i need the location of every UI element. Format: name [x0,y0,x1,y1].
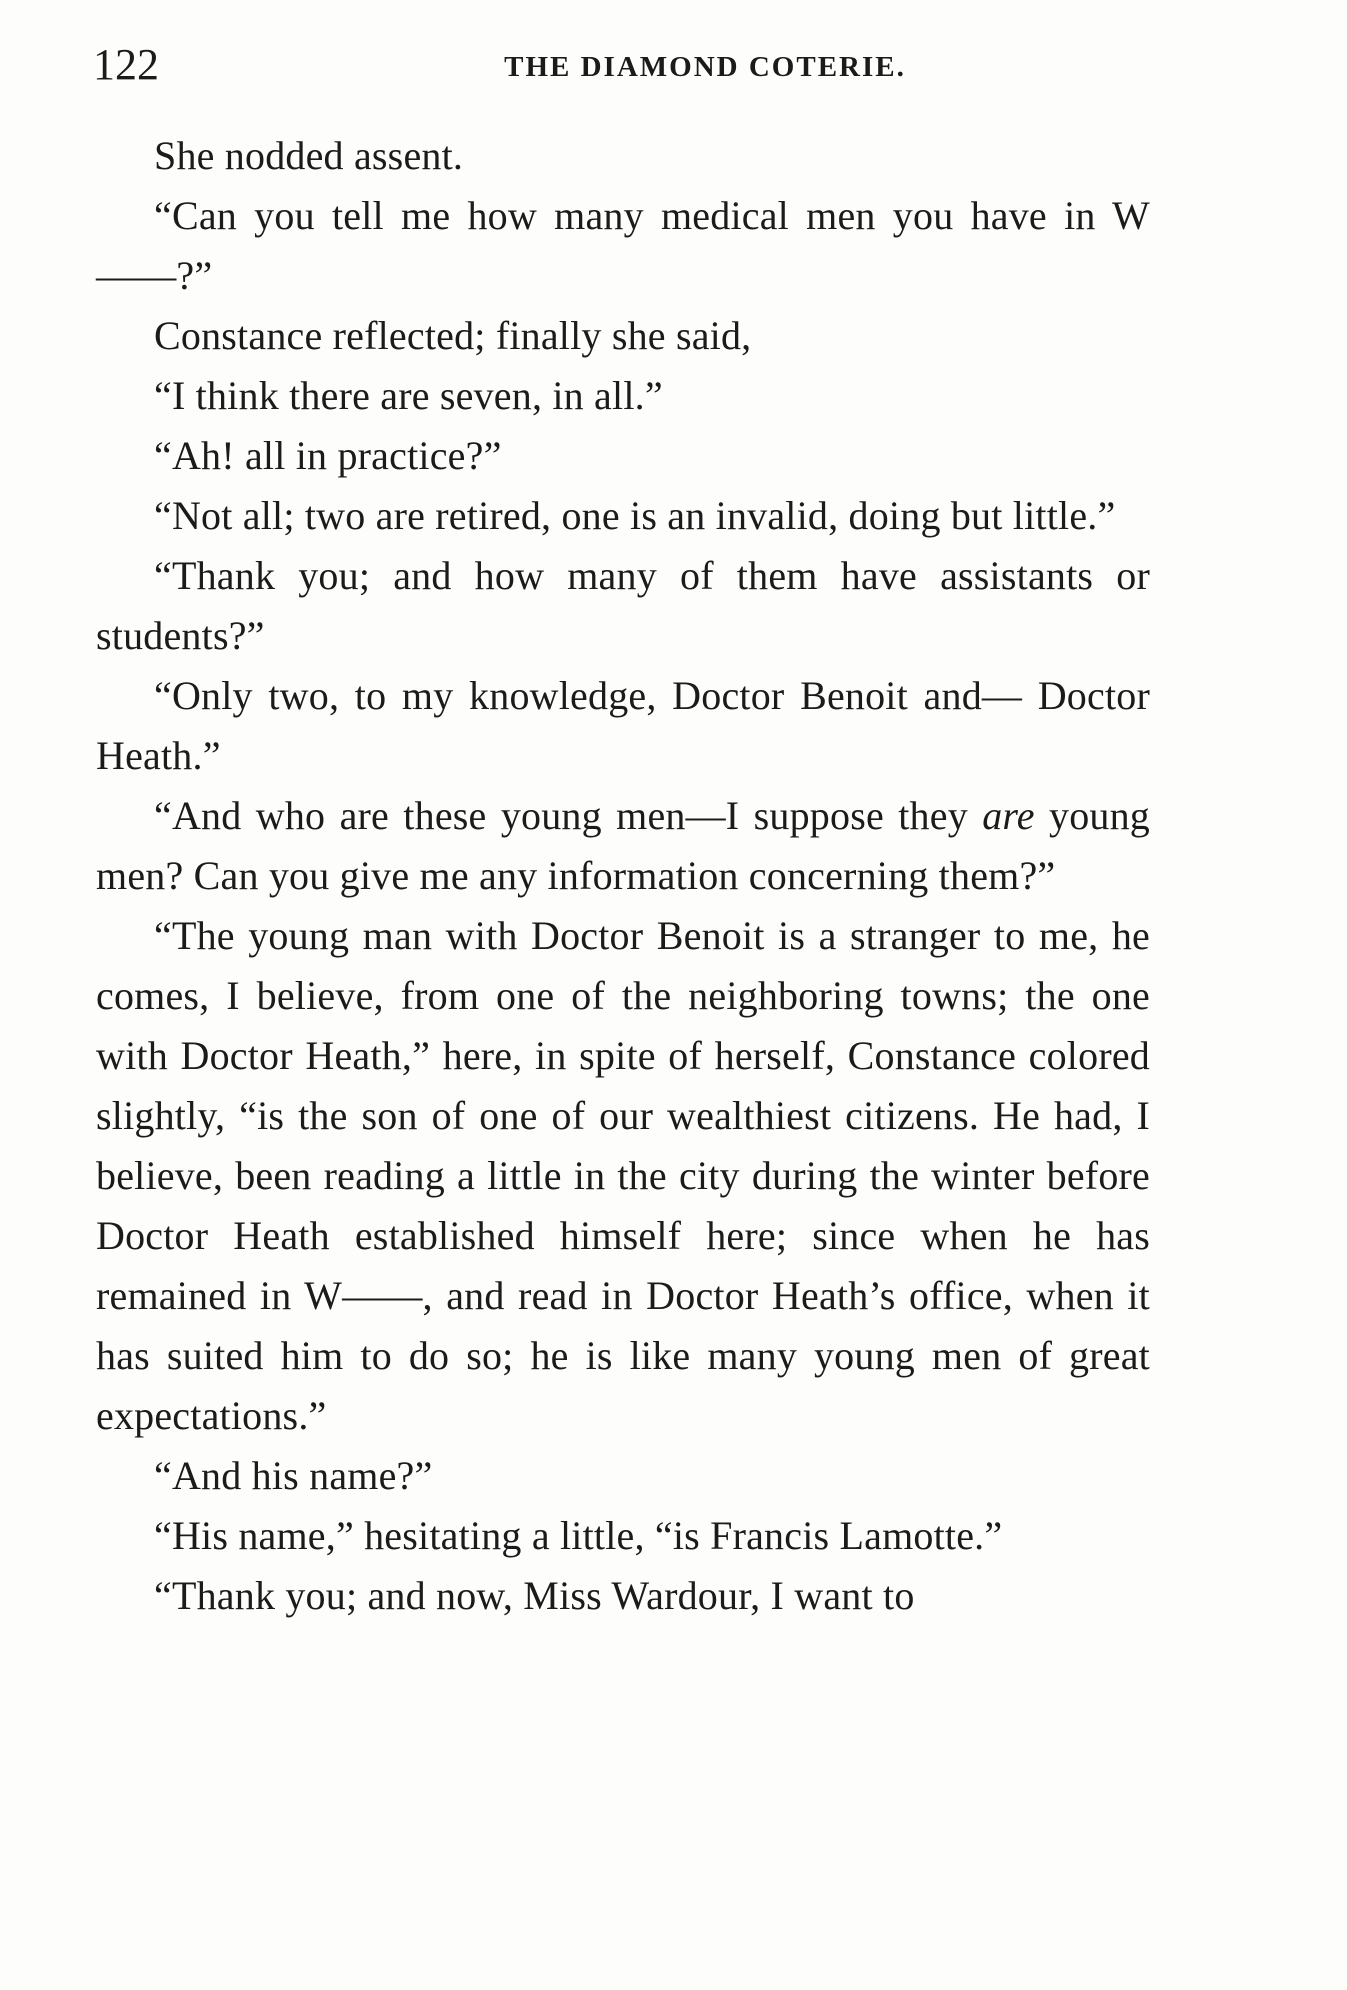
paragraph: She nodded assent. [154,133,464,178]
page-number: 122 [93,40,159,89]
paragraph: Constance reflected; finally she said, [154,313,752,358]
paragraph: “I think there are seven, in all.” [154,373,663,418]
bottom-margin [0,1900,1347,1990]
paragraph-text-segment: “And who are these young men—I suppose they [154,793,983,838]
paragraph: “Ah! all in practice?” [154,433,502,478]
italic-word: are [982,793,1035,838]
paragraph: “Not all; two are retired, one is an invalid, doing but little.” [154,493,1116,538]
paragraph: “Thank you; and now, Miss Wardour, I want to [154,1573,915,1618]
paragraph-with-italic [96,786,1150,906]
paragraph-text-segment: young men? Can you give me any information concerning them?” [96,793,1150,898]
paragraph: “And his name?” [154,1453,433,1498]
paragraph: “The young man with Doctor Benoit is a stranger to me, he comes, I believe, from one of the neighboring towns; the one with Doctor Heath,” here, in spite of herself, Constance colored slightly, “is the son of one of our wealthiest citizens. He had, I believe, been reading a little in the city during the winter before Doctor Heath established himself here; since when he has remained in W——, and read in Doctor Heath’s office, when it has suited him to do so; he is like many young men of great expectations.” [96,913,1150,1438]
paragraph: “His name,” hesitating a little, “is Francis Lamotte.” [154,1513,1003,1558]
body-text [96,126,1150,1626]
paragraph: “Can you tell me how many medical men you have in W——?” [96,193,1150,298]
running-title: THE DIAMOND COTERIE. [504,51,906,83]
paragraph: “Only two, to my knowledge, Doctor Benoit and— Doctor Heath.” [96,673,1150,778]
paragraph: “Thank you; and how many of them have assistants or students?” [96,553,1150,658]
